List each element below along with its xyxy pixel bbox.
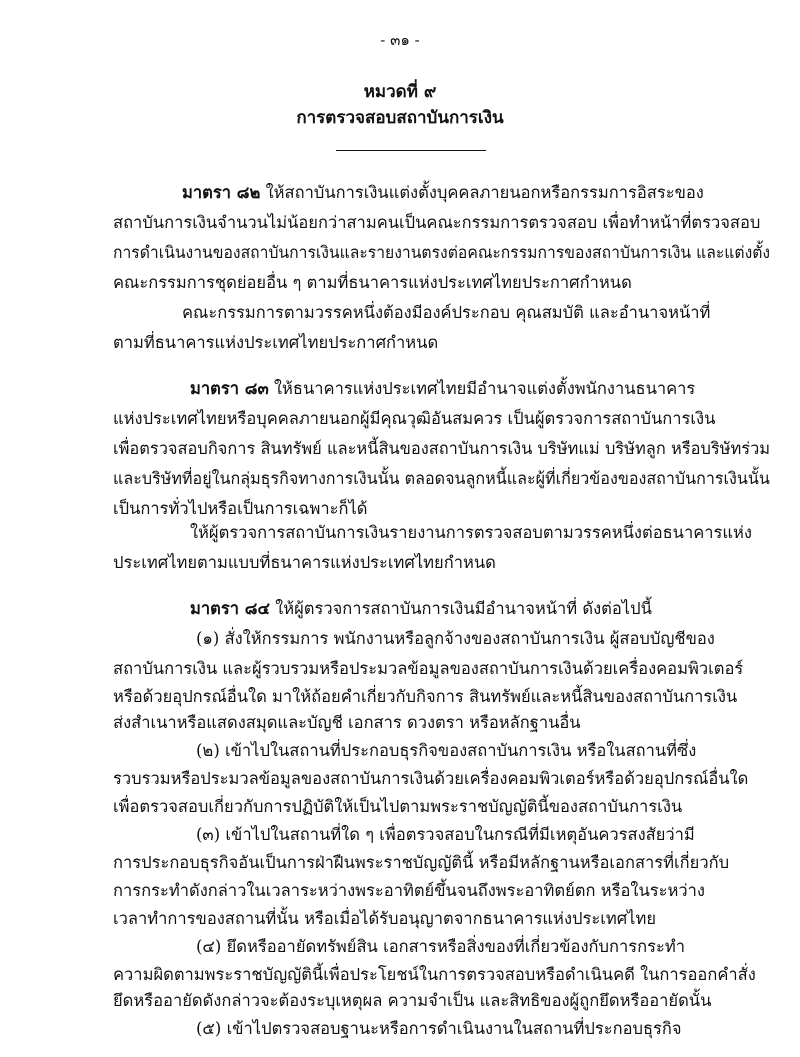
section-number: มาตรา ๘๓ bbox=[190, 379, 269, 398]
text-line bbox=[113, 658, 743, 680]
text-line bbox=[190, 378, 695, 400]
text-line bbox=[113, 408, 715, 430]
line-text: รวบรวมหรือประมวลข้อมูลของสถาบันการเงินด้วยเครื่องคอมพิวเตอร์หรือด้วยอุปกรณ์อื่นใด bbox=[113, 769, 749, 788]
line-text: (๔) ยึดหรืออายัดทรัพย์สิน เอกสารหรือสิ่งของที่เกี่ยวข้องกับการกระทำ bbox=[196, 937, 685, 956]
line-text: ประเทศไทยตามแบบที่ธนาคารแห่งประเทศไทยกำหนด bbox=[113, 553, 496, 572]
text-line bbox=[196, 740, 696, 762]
line-text: การประกอบธุรกิจอันเป็นการฝ่าฝืนพระราชบัญญัตินี้ หรือมีหลักฐานหรือเอกสารที่เกี่ยวกับ bbox=[113, 853, 730, 872]
line-text: ให้ผู้ตรวจการสถาบันการเงินรายงานการตรวจสอบตามวรรคหนึ่งต่อธนาคารแห่ง bbox=[190, 523, 752, 542]
line-text: ความผิดตามพระราชบัญญัตินี้เพื่อประโยชน์ในการตรวจสอบหรือดำเนินคดี ในการออกคำสั่ง bbox=[113, 965, 756, 984]
line-text: (๒) เข้าไปในสถานที่ประกอบธุรกิจของสถาบันการเงิน หรือในสถานที่ซึ่ง bbox=[196, 741, 697, 760]
text-line bbox=[113, 712, 581, 734]
line-text: ส่งสำเนาหรือแสดงสมุดและบัญชี เอกสาร ดวงตรา หรือหลักฐานอื่น bbox=[113, 713, 581, 732]
line-text: และบริษัทที่อยู่ในกลุ่มธุรกิจทางการเงินนั้น ตลอดจนลูกหนี้และผู้ที่เกี่ยวข้องของสถาบันการเงินนั้น bbox=[113, 469, 770, 488]
text-line bbox=[196, 628, 715, 650]
text-line bbox=[182, 302, 710, 324]
line-text: ยึดหรืออายัดดังกล่าวจะต้องระบุเหตุผล ความจำเป็น และสิทธิของผู้ถูกยึดหรืออายัดนั้น bbox=[113, 991, 712, 1010]
title-underline bbox=[336, 150, 486, 151]
text-line bbox=[113, 686, 737, 708]
text-line bbox=[196, 936, 685, 958]
line-text: (๑) สั่งให้กรรมการ พนักงานหรือลูกจ้างของสถาบันการเงิน ผู้สอบบัญชีของ bbox=[196, 629, 715, 648]
text-line bbox=[190, 598, 652, 620]
line-text: หรือด้วยอุปกรณ์อื่นใด มาให้ถ้อยคำเกี่ยวกับกิจการ สินทรัพย์และหนี้สินของสถาบันการเงิน bbox=[113, 687, 738, 706]
chapter-heading: หมวดที่ ๙ bbox=[363, 82, 437, 102]
chapter-title: การตรวจสอบสถาบันการเงิน bbox=[296, 108, 504, 128]
text-line bbox=[113, 990, 711, 1012]
section-number: มาตรา ๘๔ bbox=[190, 599, 270, 618]
line-text: (๕) เข้าไปตรวจสอบฐานะหรือการดำเนินงานในสถานที่ประกอบธุรกิจ bbox=[196, 1019, 682, 1038]
line-text: เพื่อตรวจสอบกิจการ สินทรัพย์ และหนี้สินของสถาบันการเงิน บริษัทแม่ บริษัทลูก หรือบริษัทร่วม bbox=[113, 439, 771, 458]
page-number: - ๓๑ - bbox=[380, 31, 420, 49]
line-text: แห่งประเทศไทยหรือบุคคลภายนอกผู้มีคุณวุฒิอันสมควร เป็นผู้ตรวจการสถาบันการเงิน bbox=[113, 409, 716, 428]
text-line bbox=[113, 332, 438, 354]
line-text: ตามที่ธนาคารแห่งประเทศไทยประกาศกำหนด bbox=[113, 333, 439, 352]
text-line bbox=[113, 768, 748, 790]
line-text: คณะกรรมการชุดย่อยอื่น ๆ ตามที่ธนาคารแห่งประเทศไทยประกาศกำหนด bbox=[113, 273, 632, 292]
text-line bbox=[190, 522, 752, 544]
line-text: การดำเนินงานของสถาบันการเงินและรายงานตรงต่อคณะกรรมการของสถาบันการเงิน และแต่งตั้ง bbox=[113, 243, 771, 262]
text-line bbox=[113, 796, 682, 818]
line-text: ให้ผู้ตรวจการสถาบันการเงินมีอำนาจหน้าที่ ดังต่อไปนี้ bbox=[269, 599, 652, 618]
text-line bbox=[196, 824, 695, 846]
text-line bbox=[113, 438, 770, 460]
line-text: ให้สถาบันการเงินแต่งตั้งบุคคลภายนอกหรือกรรมการอิสระของ bbox=[260, 183, 704, 202]
line-text: ให้ธนาคารแห่งประเทศไทยมีอำนาจแต่งตั้งพนักงานธนาคาร bbox=[268, 379, 696, 398]
line-text: เพื่อตรวจสอบเกี่ยวกับการปฏิบัติให้เป็นไปตามพระราชบัญญัตินี้ของสถาบันการเงิน bbox=[113, 797, 683, 816]
line-text: การกระทำดังกล่าวในเวลาระหว่างพระอาทิตย์ขึ้นจนถึงพระอาทิตย์ตก หรือในระหว่าง bbox=[113, 881, 705, 900]
line-text: เวลาทำการของสถานที่นั้น หรือเมื่อได้รับอนุญาตจากธนาคารแห่งประเทศไทย bbox=[113, 909, 657, 928]
text-line bbox=[113, 498, 367, 520]
line-text: สถาบันการเงินจำนวนไม่น้อยกว่าสามคนเป็นคณะกรรมการตรวจสอบ เพื่อทำหน้าที่ตรวจสอบ bbox=[113, 213, 761, 232]
line-text: (๓) เข้าไปในสถานที่ใด ๆ เพื่อตรวจสอบในกรณีที่มีเหตุอันควรสงสัยว่ามี bbox=[196, 825, 695, 844]
text-line bbox=[113, 272, 632, 294]
line-text: เป็นการทั่วไปหรือเป็นการเฉพาะก็ได้ bbox=[113, 499, 368, 518]
text-line bbox=[113, 908, 656, 930]
section-number: มาตรา ๘๒ bbox=[182, 183, 261, 202]
text-line bbox=[113, 212, 760, 234]
text-line bbox=[113, 552, 496, 574]
text-line bbox=[113, 468, 770, 490]
text-line bbox=[113, 242, 770, 264]
text-line bbox=[196, 1018, 682, 1040]
text-line bbox=[113, 964, 756, 986]
text-line bbox=[113, 852, 729, 874]
text-line bbox=[182, 182, 704, 204]
text-line bbox=[113, 880, 705, 902]
line-text: คณะกรรมการตามวรรคหนึ่งต้องมีองค์ประกอบ คุณสมบัติ และอำนาจหน้าที่ bbox=[182, 303, 711, 322]
line-text: สถาบันการเงิน และผู้รวบรวมหรือประมวลข้อมูลของสถาบันการเงินด้วยเครื่องคอมพิวเตอร์ bbox=[113, 659, 744, 678]
